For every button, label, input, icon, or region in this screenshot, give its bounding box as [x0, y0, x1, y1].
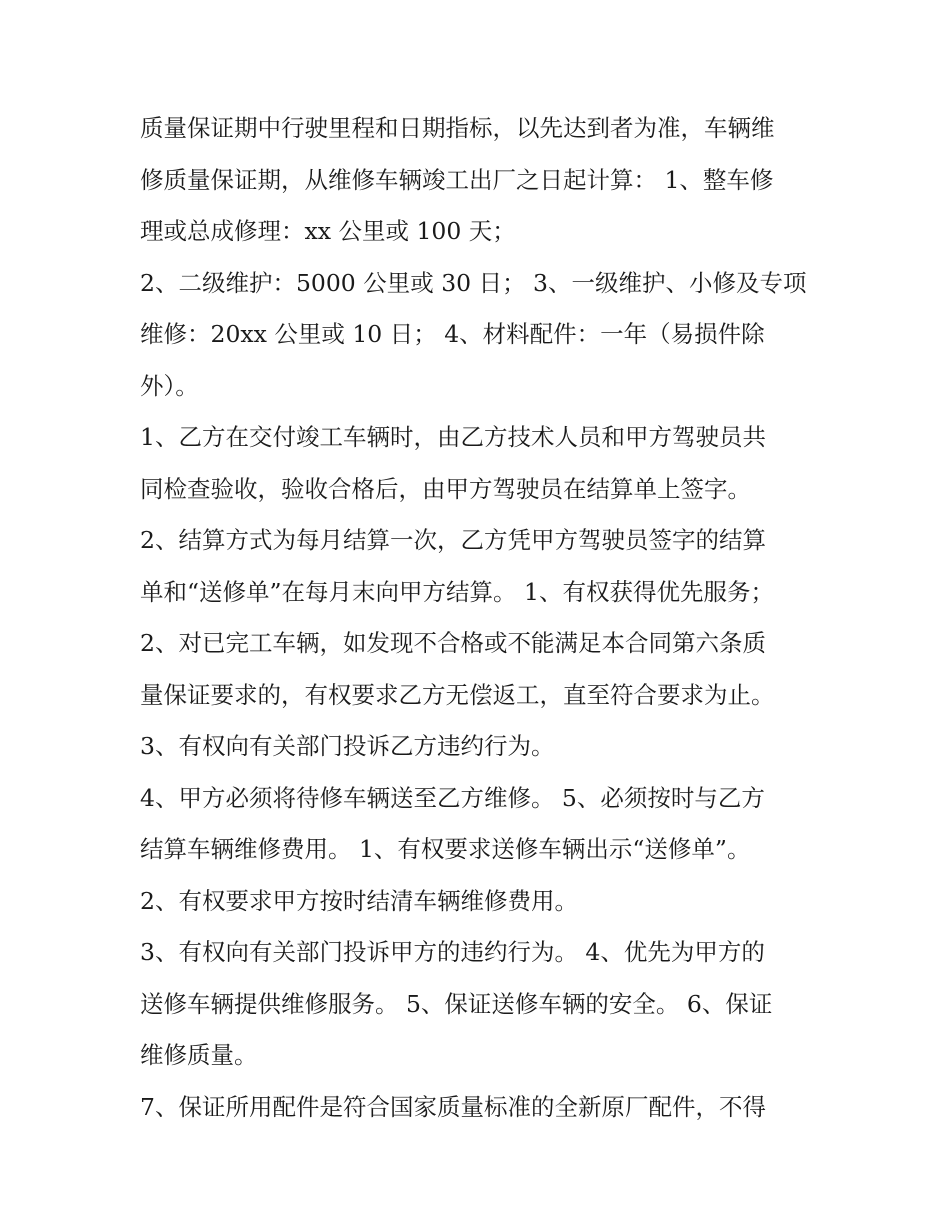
text-line: 2、二级维护：5000 公里或 30 日； 3、一级维护、小修及专项	[140, 268, 807, 297]
text-line: 4、甲方必须将待修车辆送至乙方维修。 5、必须按时与乙方	[140, 783, 765, 812]
document-body	[140, 103, 820, 1133]
text-line: 2、有权要求甲方按时结清车辆维修费用。	[140, 886, 578, 915]
text-line: 理或总成修理：xx 公里或 100 天；	[140, 217, 516, 245]
text-line: 单和“送修单”在每月末向甲方结算。 1、有权获得优先服务；	[140, 577, 774, 606]
text-line: 送修车辆提供维修服务。 5、保证送修车辆的安全。 6、保证	[140, 989, 773, 1018]
text-line: 2、结算方式为每月结算一次，乙方凭甲方驾驶员签字的结算	[140, 526, 766, 554]
text-line: 质量保证期中行驶里程和日期指标，以先达到者为准，车辆维	[140, 114, 775, 142]
text-line: 修质量保证期，从维修车辆竣工出厂之日起计算： 1、整车修	[140, 165, 774, 194]
text-line: 3、有权向有关部门投诉乙方违约行为。	[140, 732, 555, 760]
text-line: 量保证要求的，有权要求乙方无偿返工，直至符合要求为止。	[140, 680, 775, 709]
text-line: 结算车辆维修费用。 1、有权要求送修车辆出示“送修单”。	[140, 835, 751, 863]
text-line: 7、保证所用配件是符合国家质量标准的全新原厂配件，不得	[140, 1092, 766, 1121]
text-line: 维修：20xx 公里或 10 日； 4、材料配件：一年（易损件除	[140, 320, 765, 348]
text-line: 同检查验收，验收合格后，由甲方驾驶员在结算单上签字。	[140, 474, 751, 503]
text-line: 3、有权向有关部门投诉甲方的违约行为。 4、优先为甲方的	[140, 938, 765, 966]
text-line: 维修质量。	[140, 1041, 258, 1069]
text-line: 2、对已完工车辆，如发现不合格或不能满足本合同第六条质	[140, 629, 766, 657]
text-line: 外）。	[140, 371, 199, 400]
text-line: 1、乙方在交付竣工车辆时，由乙方技术人员和甲方驾驶员共	[140, 423, 766, 451]
